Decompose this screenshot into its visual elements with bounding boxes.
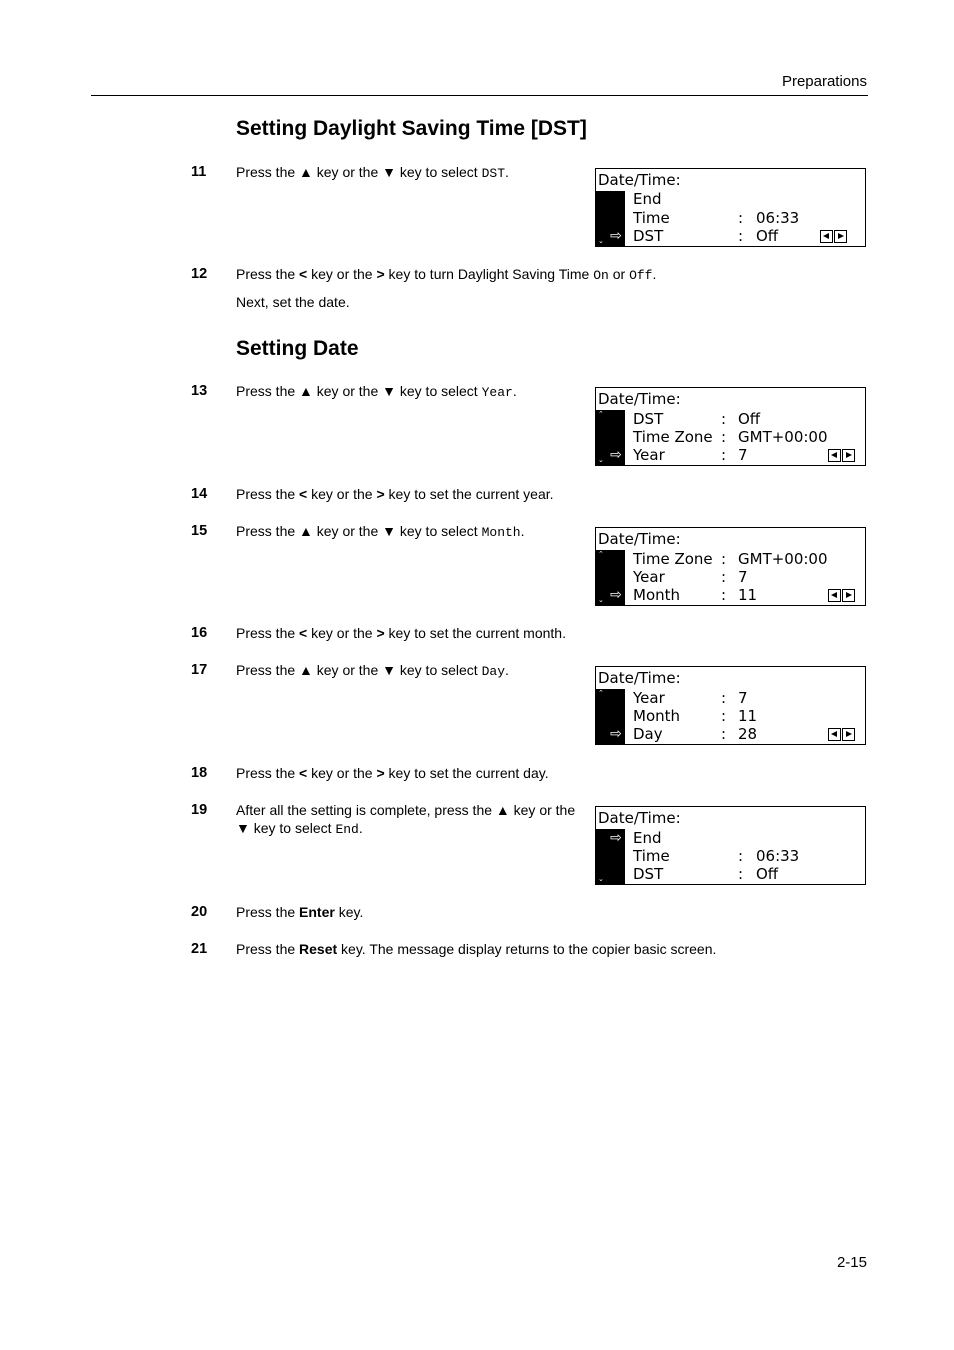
lcd-value: Off bbox=[756, 865, 779, 883]
page-number: 2-15 bbox=[836, 1254, 867, 1271]
step-number: 14 bbox=[191, 486, 208, 502]
cursor-arrow-icon: ⇨ bbox=[610, 726, 622, 742]
step-text: After all the setting is complete, press the ▲ key or the ▼ key to select End. bbox=[236, 802, 576, 837]
step-text: Press the < key or the > key to turn Daylight Saving Time On or Off. bbox=[236, 266, 657, 283]
lcd-row: Time Zone bbox=[633, 428, 713, 446]
lcd-colon: : bbox=[721, 568, 727, 586]
cursor-arrow-icon: ⇨ bbox=[610, 228, 622, 244]
lcd-colon: : bbox=[738, 847, 744, 865]
lcd-colon: : bbox=[721, 707, 727, 725]
lcd-value: 06:33 bbox=[756, 209, 800, 227]
scroll-down-icon: ⌄ bbox=[598, 875, 604, 883]
step-number: 19 bbox=[191, 802, 208, 818]
step-text: Press the ▲ key or the ▼ key to select DST. bbox=[236, 164, 509, 181]
left-right-keys-icon bbox=[827, 589, 855, 601]
lcd-value: GMT+00:00 bbox=[738, 550, 828, 568]
left-right-keys-icon bbox=[827, 728, 855, 740]
lcd-value: 7 bbox=[738, 446, 748, 464]
step-number: 15 bbox=[191, 523, 208, 539]
step-text: Press the Reset key. The message display returns to the copier basic screen. bbox=[236, 941, 717, 957]
lcd-title: Date/Time: bbox=[598, 171, 681, 189]
lcd-value: 7 bbox=[738, 689, 748, 707]
lcd-colon: : bbox=[721, 725, 727, 743]
scroll-up-icon: ⌃ bbox=[598, 550, 604, 558]
lcd-row: DST bbox=[633, 865, 664, 883]
lcd-row: Time bbox=[633, 847, 670, 865]
heading-dst: Setting Daylight Saving Time [DST] bbox=[236, 117, 587, 140]
lcd-row: Month bbox=[633, 707, 681, 725]
running-header: Preparations bbox=[781, 73, 867, 90]
lcd-row: Year bbox=[633, 689, 665, 707]
lcd-title: Date/Time: bbox=[598, 809, 681, 827]
step-number: 11 bbox=[191, 164, 207, 180]
lcd-colon: : bbox=[738, 865, 744, 883]
cursor-arrow-icon: ⇨ bbox=[610, 830, 622, 846]
lcd-row: Year bbox=[633, 568, 665, 586]
lcd-row: End bbox=[633, 190, 662, 208]
scroll-down-icon: ⌄ bbox=[598, 237, 604, 245]
lcd-panel-5 bbox=[595, 806, 866, 885]
step-note: Next, set the date. bbox=[236, 294, 350, 310]
lcd-colon: : bbox=[721, 586, 727, 604]
lcd-row-selected: Year bbox=[633, 446, 665, 464]
lcd-row: Time bbox=[633, 209, 670, 227]
step-number: 18 bbox=[191, 765, 208, 781]
left-right-keys-icon bbox=[819, 230, 847, 242]
step-text: Press the ▲ key or the ▼ key to select Day. bbox=[236, 662, 509, 679]
lcd-title: Date/Time: bbox=[598, 669, 681, 687]
scroll-up-icon: ⌃ bbox=[598, 689, 604, 697]
header-rule bbox=[91, 95, 868, 96]
lcd-row-selected: Month bbox=[633, 586, 681, 604]
heading-date: Setting Date bbox=[236, 337, 359, 360]
scroll-down-icon: ⌄ bbox=[598, 456, 604, 464]
lcd-value: 11 bbox=[738, 707, 758, 725]
step-text: Press the < key or the > key to set the current month. bbox=[236, 625, 566, 641]
lcd-value: Off bbox=[738, 410, 761, 428]
scroll-down-icon: ⌄ bbox=[598, 596, 604, 604]
lcd-row-selected: DST bbox=[633, 227, 664, 245]
step-number: 13 bbox=[191, 383, 208, 399]
lcd-colon: : bbox=[721, 689, 727, 707]
step-number: 17 bbox=[191, 662, 208, 678]
step-text: Press the Enter key. bbox=[236, 904, 364, 920]
cursor-arrow-icon: ⇨ bbox=[610, 587, 622, 603]
lcd-value: 28 bbox=[738, 725, 758, 743]
lcd-title: Date/Time: bbox=[598, 390, 681, 408]
lcd-row: DST bbox=[633, 410, 664, 428]
lcd-row: Time Zone bbox=[633, 550, 713, 568]
lcd-colon: : bbox=[721, 410, 727, 428]
step-text: Press the < key or the > key to set the current day. bbox=[236, 765, 549, 781]
lcd-value: GMT+00:00 bbox=[738, 428, 828, 446]
step-number: 21 bbox=[191, 941, 208, 957]
lcd-colon: : bbox=[721, 550, 727, 568]
scroll-up-icon: ⌃ bbox=[598, 410, 604, 418]
lcd-colon: : bbox=[738, 227, 744, 245]
lcd-value: 11 bbox=[738, 586, 758, 604]
lcd-panel-4 bbox=[595, 666, 866, 745]
lcd-title: Date/Time: bbox=[598, 530, 681, 548]
lcd-colon: : bbox=[721, 446, 727, 464]
step-number: 20 bbox=[191, 904, 208, 920]
step-number: 16 bbox=[191, 625, 208, 641]
lcd-value: Off bbox=[756, 227, 779, 245]
lcd-colon: : bbox=[738, 209, 744, 227]
step-text: Press the ▲ key or the ▼ key to select Month. bbox=[236, 523, 525, 540]
lcd-row-selected: Day bbox=[633, 725, 663, 743]
lcd-panel-2 bbox=[595, 387, 866, 466]
lcd-value: 7 bbox=[738, 568, 748, 586]
lcd-value: 06:33 bbox=[756, 847, 800, 865]
left-right-keys-icon bbox=[827, 449, 855, 461]
lcd-panel-1 bbox=[595, 168, 866, 247]
step-number: 12 bbox=[191, 266, 208, 282]
step-text: Press the ▲ key or the ▼ key to select Year. bbox=[236, 383, 517, 400]
lcd-row-selected: End bbox=[633, 829, 662, 847]
step-text: Press the < key or the > key to set the current year. bbox=[236, 486, 554, 502]
lcd-panel-3 bbox=[595, 527, 866, 606]
lcd-colon: : bbox=[721, 428, 727, 446]
cursor-arrow-icon: ⇨ bbox=[610, 447, 622, 463]
